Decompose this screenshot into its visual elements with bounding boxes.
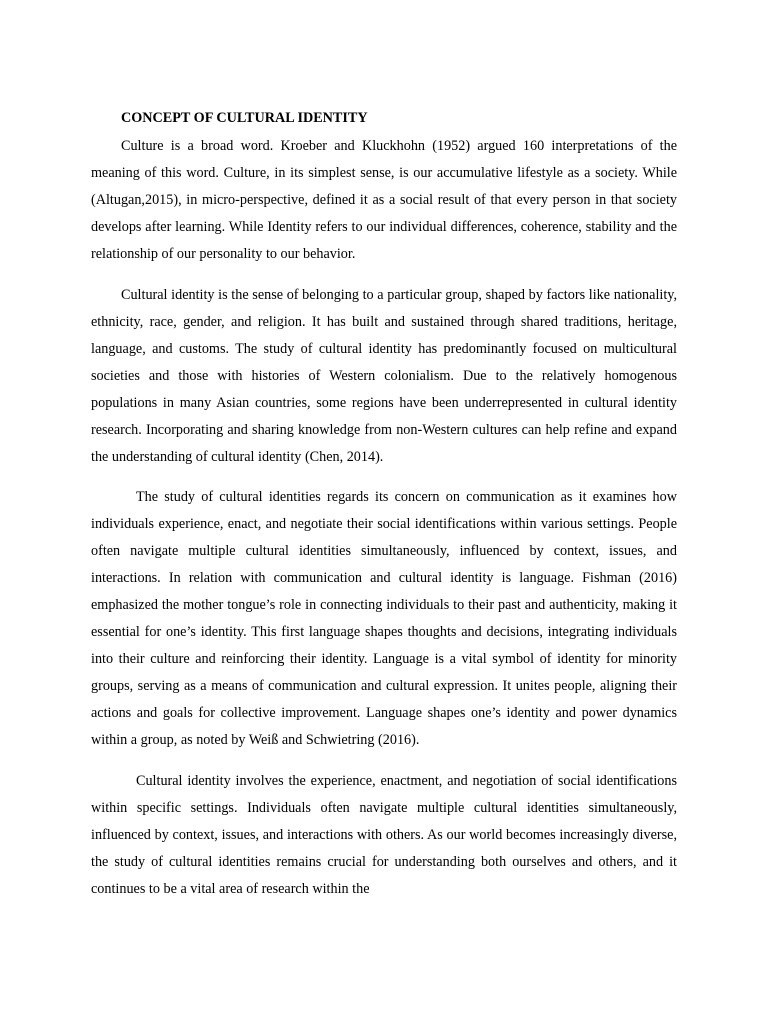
paragraph-communication-language: The study of cultural identities regards its concern on communication as it examines how individuals experience, enact, and negotiate their social identifications within various settings. People often navigate multiple cultural identities simultaneously, influenced by context, issues, and interactions. In relation with communication and cultural identity is language. Fishman (2016) emphasized the mother tongue’s role in connecting individuals to their past and authenticity, making it essential for one’s identity. This first language shapes thoughts and decisions, integrating individuals into their culture and reinforcing their identity. Language is a vital symbol of identity for minority groups, serving as a means of communication and cultural expression. It unites people, aligning their actions and goals for collective improvement. Language shapes one’s identity and power dynamics within a group, as noted by Weiß and Schwietring (2016). (91, 489, 677, 748)
paragraph-cultural-identity-belonging: Cultural identity is the sense of belonging to a particular group, shaped by factors like nationality, ethnicity, race, gender, and religion. It has built and sustained through shared traditions, heritage, language, and customs. The study of cultural identity has predominantly focused on multicultural societies and those with histories of Western colonialism. Due to the relatively homogenous populations in many Asian countries, some regions have been underrepresented in cultural identity research. Incorporating and sharing knowledge from non-Western cultures can help refine and expand the understanding of cultural identity (Chen, 2014). (91, 286, 677, 465)
section-heading: CONCEPT OF CULTURAL IDENTITY (121, 110, 368, 126)
paragraph-culture-definition: Culture is a broad word. Kroeber and Kluckhohn (1952) argued 160 interpretations of the meaning of this word. Culture, in its simplest sense, is our accumulative lifestyle as a society. While (Altugan,2015), in micro-perspective, defined it as a social result of that every person in that society develops after learning. While Identity refers to our individual differences, coherence, stability and the relationship of our personality to our behavior. (91, 138, 677, 262)
paragraph-cultural-identity-negotiation: Cultural identity involves the experience, enactment, and negotiation of social identifications within specific settings. Individuals often navigate multiple cultural identities simultaneously, influenced by context, issues, and interactions with others. As our world becomes increasingly diverse, the study of cultural identities remains crucial for understanding both ourselves and others, and it continues to be a vital area of research within the (91, 772, 677, 897)
document-body (91, 108, 677, 903)
